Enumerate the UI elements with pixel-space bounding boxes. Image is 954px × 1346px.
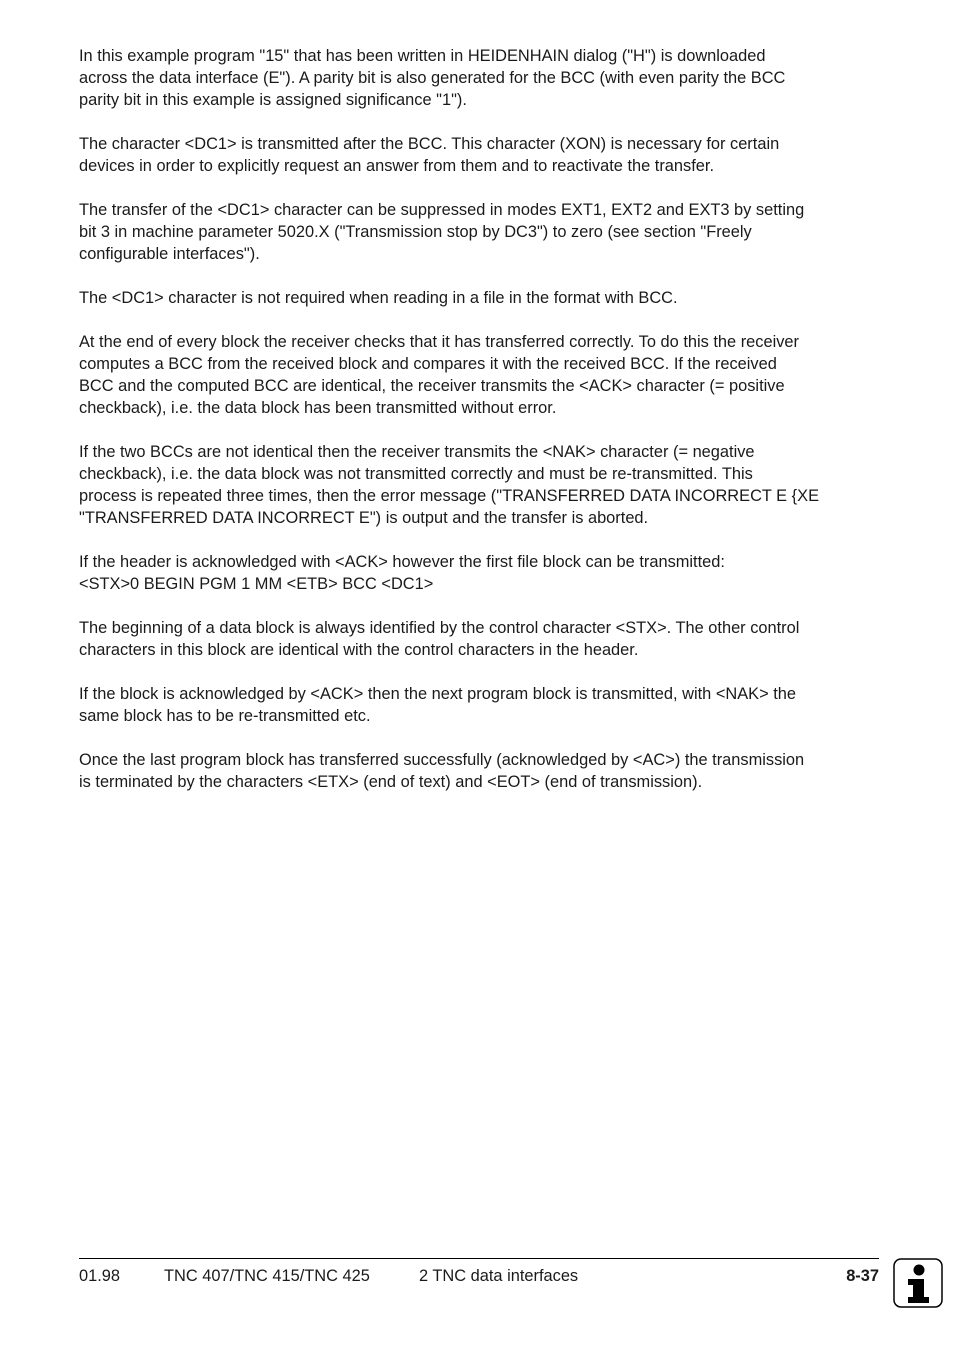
footer-chapter: 2 TNC data interfaces <box>419 1267 579 1285</box>
paragraph-example-program: In this example program "15" that has been written in HEIDENHAIN dialog ("H") is downloaded across the data interface (E"). A parity bit is also generated for the BCC (with even parity the BCC parity bit in this example is assigned significance "1"). <box>79 47 786 109</box>
paragraph-bcc-mismatch: If the two BCCs are not identical then the receiver transmits the <NAK> character (= negative checkback), i.e. the data block was not transmitted correctly and must be re-transmitted. This process is repeated three times, then the error message ("TRANSFERRED DATA INCORRECT E {XE "TRANSFERRED DATA INCORRECT E") is output and the transfer is aborted. <box>79 443 820 527</box>
paragraph-block-ack: If the block is acknowledged by <ACK> then the next program block is transmitted, with <NAK> the same block has to be re-transmitted etc. <box>79 685 797 725</box>
paragraph-dc1-suppression: The transfer of the <DC1> character can be suppressed in modes EXT1, EXT2 and EXT3 by setting bit 3 in machine parameter 5020.X ("Transmission stop by DC3") to zero (see section "Freely configurable interfaces"). <box>79 201 805 263</box>
paragraph-dc1-after-bcc: The character <DC1> is transmitted after the BCC. This character (XON) is necessary for certain devices in order to explicitly request an answer from them and to reactivate the transfer. <box>79 135 780 175</box>
page-footer <box>79 1258 879 1285</box>
info-icon <box>893 1258 943 1308</box>
paragraph-dc1-not-required: The <DC1> character is not required when reading in a file in the format with BCC. <box>79 289 678 307</box>
footer-date: 01.98 <box>79 1267 121 1285</box>
page-number: 8-37 <box>846 1267 879 1285</box>
paragraph-stx-block: The beginning of a data block is always identified by the control character <STX>. The other control characters in this block are identical with the control characters in the header. <box>79 619 800 659</box>
footer-model: TNC 407/TNC 415/TNC 425 <box>164 1267 370 1285</box>
paragraph-header-ack: If the header is acknowledged with <ACK> however the first file block can be transmitted: <STX>0 BEGIN PGM 1 MM <ETB> BCC <DC1> <box>79 553 725 593</box>
page-body <box>79 45 885 815</box>
paragraph-receiver-check: At the end of every block the receiver checks that it has transferred correctly. To do this the receiver computes a BCC from the received block and compares it with the received BCC. If the received BCC and the computed BCC are identical, the receiver transmits the <ACK> character (= positive checkback), i.e. the data block has been transmitted without error. <box>79 333 800 417</box>
paragraph-transmission-end: Once the last program block has transferred successfully (acknowledged by <AC>) the transmission is terminated by the characters <ETX> (end of text) and <EOT> (end of transmission). <box>79 751 805 791</box>
